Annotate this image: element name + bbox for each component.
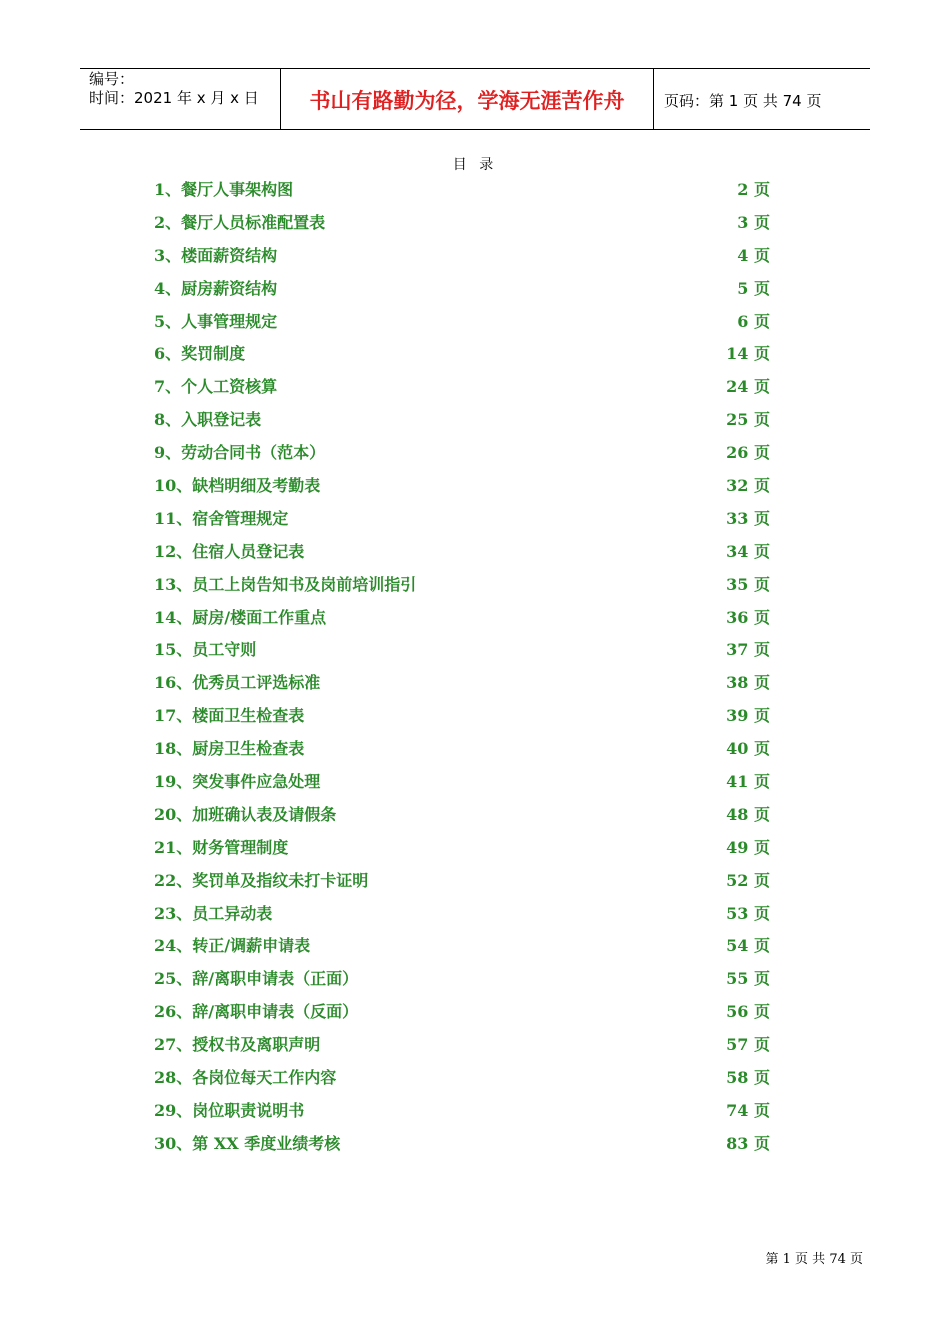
toc-entry-title: 18、厨房卫生检查表 bbox=[154, 739, 305, 759]
toc-entry[interactable] bbox=[154, 238, 770, 271]
toc-entry[interactable] bbox=[154, 731, 770, 764]
toc-entry-title: 2、餐厅人员标准配置表 bbox=[154, 212, 326, 232]
toc-entry[interactable] bbox=[154, 961, 770, 994]
toc-entry-page: 36 页 bbox=[726, 607, 770, 627]
toc-entry[interactable] bbox=[154, 665, 770, 698]
toc-entry-page: 2 页 bbox=[737, 179, 770, 199]
toc-entry-page: 25 页 bbox=[726, 410, 770, 430]
toc-entry-title: 9、劳动合同书（范本） bbox=[154, 443, 326, 463]
toc-entry-title: 16、优秀员工评选标准 bbox=[154, 673, 321, 693]
toc-entry[interactable] bbox=[154, 501, 770, 534]
toc-entry-title: 10、缺档明细及考勤表 bbox=[154, 475, 321, 495]
toc-entry[interactable] bbox=[154, 698, 770, 731]
toc-entry[interactable] bbox=[154, 304, 770, 337]
toc-entry[interactable] bbox=[154, 567, 770, 600]
toc-entry[interactable] bbox=[154, 435, 770, 468]
toc-entry-page: 33 页 bbox=[726, 508, 770, 528]
toc-entry-title: 17、楼面卫生检查表 bbox=[154, 706, 305, 726]
toc-entry[interactable] bbox=[154, 534, 770, 567]
toc-entry-title: 1、餐厅人事架构图 bbox=[154, 179, 294, 199]
toc-entry[interactable] bbox=[154, 600, 770, 633]
toc-entry[interactable] bbox=[154, 764, 770, 797]
toc-entry-page: 57 页 bbox=[726, 1035, 770, 1055]
toc-entry-title: 25、辞/离职申请表（正面） bbox=[154, 969, 359, 989]
toc-entry-page: 38 页 bbox=[726, 673, 770, 693]
toc-entry-page: 56 页 bbox=[726, 1002, 770, 1022]
toc-entry[interactable] bbox=[154, 994, 770, 1027]
page-footer: 第 1 页 共 74 页 bbox=[765, 1252, 863, 1267]
toc-entry-page: 53 页 bbox=[726, 903, 770, 923]
toc-entry-title: 24、转正/调薪申请表 bbox=[154, 936, 311, 956]
toc-entry-page: 24 页 bbox=[726, 377, 770, 397]
toc-entry-page: 26 页 bbox=[726, 443, 770, 463]
toc-entry[interactable] bbox=[154, 468, 770, 501]
toc-entry-title: 30、第 XX 季度业绩考核 bbox=[154, 1133, 341, 1153]
toc-entry-page: 55 页 bbox=[726, 969, 770, 989]
toc-entry-title: 14、厨房/楼面工作重点 bbox=[154, 607, 327, 627]
toc-entry-title: 23、员工异动表 bbox=[154, 903, 273, 923]
toc-entry-page: 4 页 bbox=[737, 245, 770, 265]
toc-entry-title: 26、辞/离职申请表（反面） bbox=[154, 1002, 359, 1022]
toc-entry[interactable] bbox=[154, 336, 770, 369]
toc-entry-page: 32 页 bbox=[726, 475, 770, 495]
toc-entry-title: 21、财务管理制度 bbox=[154, 837, 289, 857]
toc-entry-page: 83 页 bbox=[726, 1133, 770, 1153]
toc-entry-title: 5、人事管理规定 bbox=[154, 311, 278, 331]
toc-entry-title: 13、员工上岗告知书及岗前培训指引 bbox=[154, 574, 417, 594]
header-meta-cell bbox=[80, 69, 281, 129]
toc-entry[interactable] bbox=[154, 896, 770, 929]
toc-entry[interactable] bbox=[154, 928, 770, 961]
toc-entry-page: 39 页 bbox=[726, 706, 770, 726]
toc-entry-page: 41 页 bbox=[726, 771, 770, 791]
toc-entry-title: 20、加班确认表及请假条 bbox=[154, 804, 337, 824]
toc-entry[interactable] bbox=[154, 369, 770, 402]
toc-entry-page: 48 页 bbox=[726, 804, 770, 824]
toc-entry[interactable] bbox=[154, 863, 770, 896]
toc-entry-page: 54 页 bbox=[726, 936, 770, 956]
toc-entry[interactable] bbox=[154, 205, 770, 238]
toc-entry-title: 29、岗位职责说明书 bbox=[154, 1100, 305, 1120]
toc-entry[interactable] bbox=[154, 632, 770, 665]
toc-entry-title: 6、奖罚制度 bbox=[154, 344, 246, 364]
header-page-info: 页码：第 1 页 共 74 页 bbox=[664, 91, 822, 110]
toc-entry-title: 12、住宿人员登记表 bbox=[154, 541, 305, 561]
toc-entry-title: 15、员工守则 bbox=[154, 640, 257, 660]
toc-entry[interactable] bbox=[154, 402, 770, 435]
header-motto: 书山有路勤为径，学海无涯苦作舟 bbox=[281, 69, 654, 129]
toc-entry[interactable] bbox=[154, 797, 770, 830]
toc-entry[interactable] bbox=[154, 1027, 770, 1060]
toc-entry-page: 37 页 bbox=[726, 640, 770, 660]
toc-entry[interactable] bbox=[154, 1093, 770, 1126]
toc-entry[interactable] bbox=[154, 1060, 770, 1093]
toc-entry[interactable] bbox=[154, 1126, 770, 1159]
toc-entry-title: 4、厨房薪资结构 bbox=[154, 278, 278, 298]
toc-entry-title: 8、入职登记表 bbox=[154, 410, 262, 430]
toc-entry-page: 74 页 bbox=[726, 1100, 770, 1120]
page-header bbox=[80, 68, 870, 130]
toc-entry[interactable] bbox=[154, 271, 770, 304]
toc-entry-page: 6 页 bbox=[737, 311, 770, 331]
toc-entry-page: 49 页 bbox=[726, 837, 770, 857]
toc-entry-page: 14 页 bbox=[726, 344, 770, 364]
toc-entry-page: 34 页 bbox=[726, 541, 770, 561]
toc-entry-title: 19、突发事件应急处理 bbox=[154, 771, 321, 791]
toc-entry-page: 40 页 bbox=[726, 739, 770, 759]
toc-entry[interactable] bbox=[154, 172, 770, 205]
toc-entry-page: 3 页 bbox=[737, 212, 770, 232]
toc-entry-title: 28、各岗位每天工作内容 bbox=[154, 1067, 337, 1087]
date-label: 时间：2021 年 x 月 x 日 bbox=[89, 89, 259, 107]
toc-entry-title: 3、楼面薪资结构 bbox=[154, 245, 278, 265]
toc-entry-title: 7、个人工资核算 bbox=[154, 377, 278, 397]
toc-entry-title: 11、宿舍管理规定 bbox=[154, 508, 289, 528]
toc-entry-page: 58 页 bbox=[726, 1067, 770, 1087]
toc-title: 目 录 bbox=[452, 157, 498, 173]
toc-entry-page: 35 页 bbox=[726, 574, 770, 594]
table-of-contents bbox=[154, 172, 770, 1159]
toc-entry-page: 5 页 bbox=[737, 278, 770, 298]
toc-entry-page: 52 页 bbox=[726, 870, 770, 890]
toc-entry-title: 27、授权书及离职声明 bbox=[154, 1035, 321, 1055]
toc-entry-title: 22、奖罚单及指纹未打卡证明 bbox=[154, 870, 369, 890]
toc-entry[interactable] bbox=[154, 830, 770, 863]
serial-number-label: 编号： bbox=[89, 70, 135, 88]
